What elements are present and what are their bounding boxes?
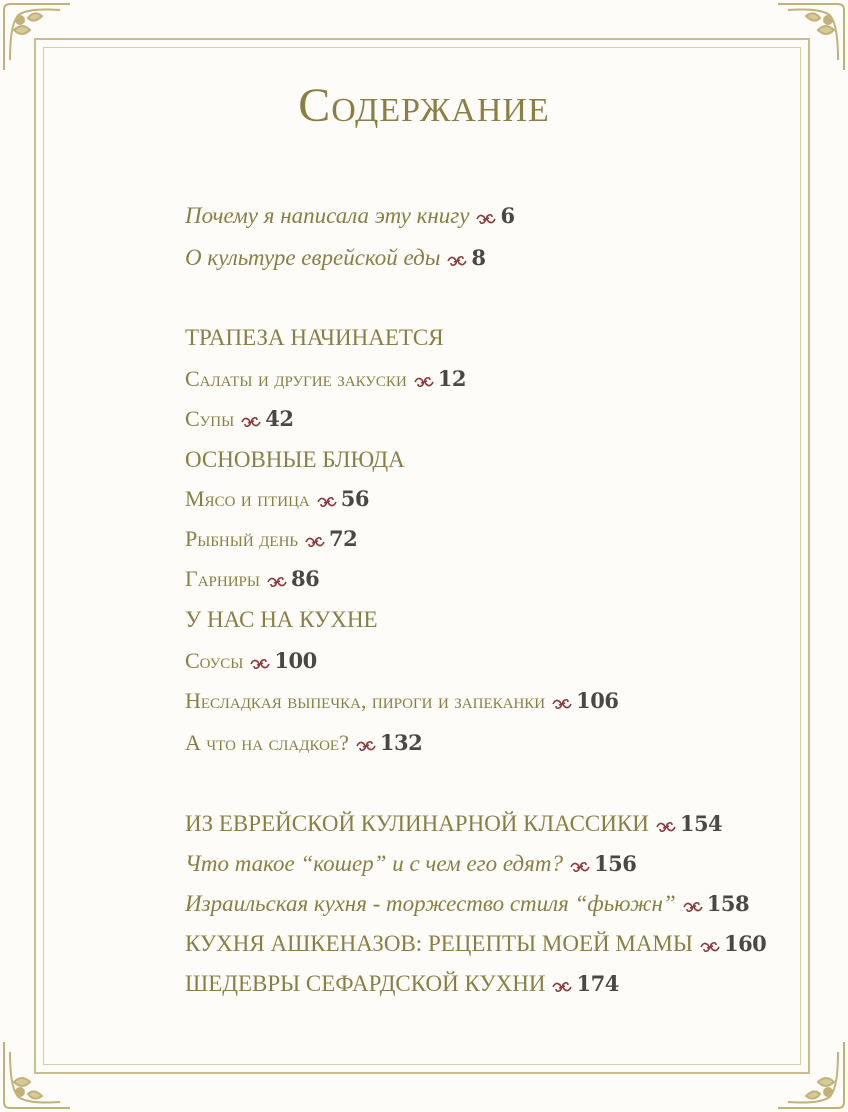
toc-page-number: 56 xyxy=(340,486,369,511)
toc-entry-label: Что такое “кошер” и с чем его едят? xyxy=(185,851,563,876)
toc-entry xyxy=(185,852,636,875)
toc-page-number: 174 xyxy=(576,971,619,996)
toc-entry-label: Несладкая выпечка, пироги и запеканки xyxy=(185,688,546,713)
corner-ornament-icon xyxy=(774,1038,848,1112)
corner-ornament-icon xyxy=(0,0,74,74)
toc-entry-label: Мясо и птица xyxy=(185,486,310,511)
corner-ornament-icon xyxy=(774,0,848,74)
ornamental-swirl-icon xyxy=(266,575,288,589)
ornamental-swirl-icon xyxy=(551,697,573,711)
toc-entry-label: О культуре еврейской еды xyxy=(185,245,441,270)
ornamental-swirl-icon xyxy=(355,739,377,753)
toc-entry xyxy=(185,408,293,430)
ornamental-swirl-icon xyxy=(682,900,704,914)
toc-entry xyxy=(185,608,378,631)
toc-page-number: 156 xyxy=(593,851,637,876)
toc-page-number: 158 xyxy=(706,891,750,916)
toc-entry-label: ШЕДЕВРЫ СЕФАРДСКОЙ КУХНИ xyxy=(185,971,546,996)
toc-page-number: 86 xyxy=(290,566,320,591)
toc-entry-label: ОСНОВНЫЕ БЛЮДА xyxy=(185,447,405,472)
ornamental-swirl-icon xyxy=(413,375,435,389)
toc-entry xyxy=(185,650,317,672)
toc-entry xyxy=(185,690,618,712)
page-title: Содержание xyxy=(298,79,550,132)
ornamental-swirl-icon xyxy=(249,657,271,671)
toc-entry-label: Гарниры xyxy=(185,566,260,591)
toc-entry xyxy=(185,812,722,835)
ornamental-swirl-icon xyxy=(316,495,338,509)
toc-page-number: 12 xyxy=(437,366,467,391)
toc-page-number: 72 xyxy=(329,526,358,551)
ornamental-swirl-icon xyxy=(699,940,721,954)
ornamental-swirl-icon xyxy=(569,860,591,874)
ornamental-swirl-icon xyxy=(475,212,497,226)
ornamental-swirl-icon xyxy=(655,820,677,834)
toc-entry xyxy=(185,368,466,390)
toc-page-number: 100 xyxy=(274,648,317,673)
toc-entry-label: КУХНЯ АШКЕНАЗОВ: РЕЦЕПТЫ МОЕЙ МАМЫ xyxy=(185,931,693,956)
toc-page-number: 8 xyxy=(471,245,486,270)
toc-page-number: 6 xyxy=(500,203,515,228)
toc-entry-label: Рыбный день xyxy=(185,526,299,551)
toc-page-number: 132 xyxy=(379,730,423,755)
toc-entry xyxy=(185,568,319,590)
ornamental-swirl-icon xyxy=(240,415,262,429)
toc-entry-label: У НАС НА КУХНЕ xyxy=(185,607,378,632)
ornamental-swirl-icon xyxy=(446,254,468,268)
toc-entry xyxy=(185,932,766,955)
toc-entry xyxy=(185,204,515,227)
toc-entry-label: Израильская кухня - торжество стиля “фьюжн” xyxy=(185,891,676,916)
toc-page-number: 42 xyxy=(265,406,294,431)
toc-entry-label: Супы xyxy=(185,406,235,431)
toc-entry xyxy=(185,488,369,510)
toc-page-number: 106 xyxy=(576,688,619,713)
toc-entry-label: Соусы xyxy=(185,648,244,673)
toc-entry-label: ТРАПЕЗА НАЧИНАЕТСЯ xyxy=(185,325,444,350)
ornamental-swirl-icon xyxy=(551,980,573,994)
toc-page-number: 160 xyxy=(723,931,767,956)
toc-entry xyxy=(185,732,422,754)
toc-entry xyxy=(185,892,749,915)
toc-entry xyxy=(185,326,444,349)
toc-entry xyxy=(185,448,405,471)
toc-page-number: 154 xyxy=(679,811,723,836)
toc-entry-label: Почему я написала эту книгу xyxy=(185,203,470,228)
ornamental-swirl-icon xyxy=(304,535,326,549)
toc-entry-label: ИЗ ЕВРЕЙСКОЙ КУЛИНАРНОЙ КЛАССИКИ xyxy=(185,811,649,836)
toc-entry xyxy=(185,972,619,995)
toc-entry xyxy=(185,246,486,269)
corner-ornament-icon xyxy=(0,1038,74,1112)
toc-entry-label: Салаты и другие закуски xyxy=(185,366,407,391)
toc-entry-label: А что на сладкое? xyxy=(185,730,349,755)
toc-entry xyxy=(185,528,357,550)
